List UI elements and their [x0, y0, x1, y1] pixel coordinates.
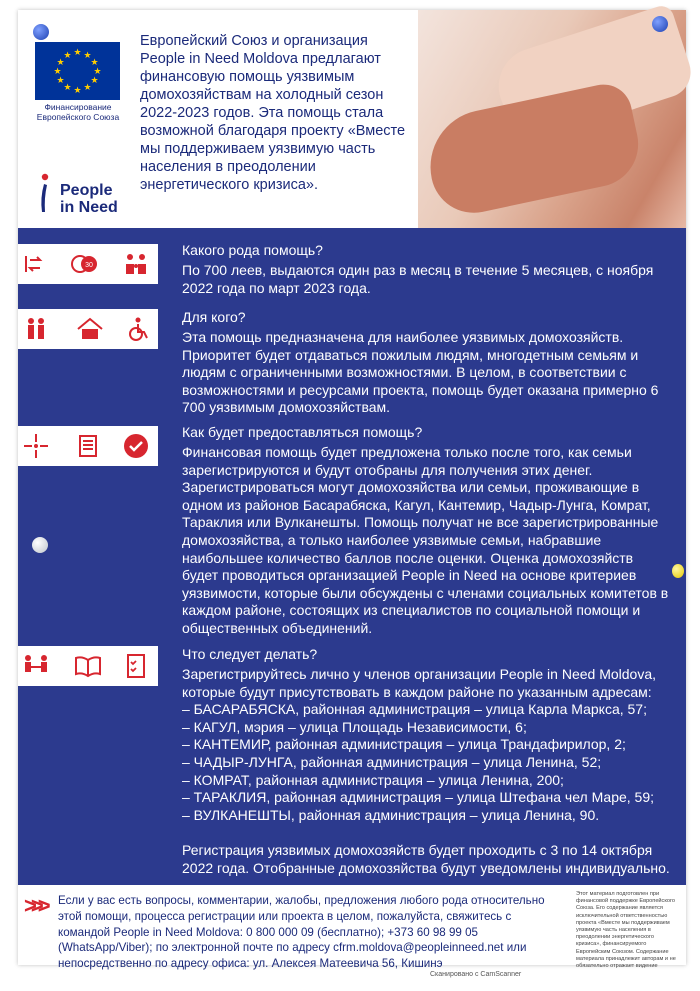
address-line: – КАНТЕМИР, районная администрация – улица Трандафирилор, 2;	[182, 736, 626, 753]
icon-strip	[18, 309, 158, 349]
eu-flag-icon: ★ ★ ★ ★ ★ ★ ★ ★ ★ ★ ★ ★	[35, 42, 120, 100]
section-body: Финансовая помощь будет предложена только после того, как семьи зарегистрируются и будут отобраны для получения этих денег. Зарегистрироваться могут домохозяйства или семьи, проживающие в одном из районов Басарабяска, Кагул, Кантемир, Чадыр-Лунга, Комрат, Тараклия или Вулканешты. Помощь получат не все зарегистрированные домохозяйства, а только наиболее уязвимые семьи, набравшие наибольшее количество баллов после оценки. Оценка домохозяйств будет проводиться организацией People in Need на основе критериев уязвимости, которые были обсуждены с членами социальных комитетов в каждом районе, состоящих из специалистов по социальной помощи и общественных объединений.	[182, 444, 669, 636]
registration-note: Регистрация уязвимых домохозяйств будет проходить с 3 по 14 октября 2022 года. Отобранные домохозяйства будут уведомлены индивидуально.	[182, 842, 670, 876]
open-book-icon	[74, 652, 102, 680]
svg-text:30: 30	[85, 262, 93, 269]
checklist-building-icon	[74, 432, 102, 460]
poster	[18, 10, 686, 971]
people-in-need-logo	[38, 170, 128, 220]
section-body: По 700 леев, выдаются один раз в месяц в течение 5 месяцев, с ноября 2022 года по март 2023 года.	[182, 262, 654, 296]
intro-text: Европейский Союз и организация People in Need Moldova предлагают финансовую помощь уязвимым домохозяйствам на холодный сезон 2022-2023 годов. Эта помощь стала возможной благодаря проекту «Вместе мы поддерживаем уязвимую часть населения в преодолении энергетического кризиса».	[140, 33, 406, 193]
icon-strip	[18, 646, 158, 686]
elderly-icon	[22, 315, 50, 343]
eu-caption: Финансирование Европейского Союза	[36, 102, 120, 122]
icon-strip	[18, 244, 158, 284]
section-title: Для кого?	[182, 309, 246, 325]
household-icon	[76, 315, 104, 343]
logo-line-2: in Need	[60, 199, 118, 216]
header	[18, 10, 686, 228]
section-body-intro: Зарегистрируйтесь лично у членов организации People in Need Moldova, которые будут присутствовать в каждом районе по указанным адресам:	[182, 666, 657, 700]
address-line: – КАГУЛ, мэрия – улица Площадь Независимости, 6;	[182, 718, 527, 735]
section-body	[182, 666, 672, 878]
footer-contact-text	[58, 893, 558, 972]
address-line: – ТАРАКЛИЯ, районная администрация – улица Штефана чел Маре, 59;	[182, 789, 655, 806]
section-title: Что следует делать?	[182, 646, 318, 662]
footer-text-c: или непосредственно по адресу офиса: ул. Алексея Матеевича 56, Кишинэ	[58, 941, 527, 971]
icon-strip	[18, 426, 158, 466]
address-line: – ЧАДЫР-ЛУНГА, районная администрация – улица Ленина, 52;	[182, 753, 602, 770]
address-line: – КОМРАТ, районная администрация – улица Ленина, 200;	[182, 771, 564, 788]
pin-logo-icon	[38, 172, 50, 214]
eu-disclaimer: Этот материал подготовлен при финансовой поддержке Европейского Союза. Его содержание является исключительной ответственностью проекта «Вместе мы поддерживаем уязвимую часть населения в преодолении энергетического кризиса», финансируемого Европейским Союзом. Содержание материала принадлежит авторам и не обязательно отражает видение	[576, 891, 676, 970]
email-link[interactable]: cfrm.moldova@peopleinneed.net	[333, 941, 504, 955]
thumbtack-icon	[672, 564, 684, 578]
form-checklist-icon	[122, 652, 150, 680]
section-body: Эта помощь предназначена для наиболее уязвимых домохозяйств. Приоритет будет отдаваться пожилым людям, многодетным семьям и людям с ограниченными возможностями. В целом, в соответствии с возможностями и ресурсами проекта, помощь будет оказана примерно 6 700 уязвимым домохозяйствам.	[182, 329, 659, 416]
hands-photo	[418, 10, 686, 228]
thumbtack-icon	[33, 24, 49, 40]
scanner-watermark: Сканировано с CamScanner	[430, 971, 522, 978]
phone-free[interactable]: 0 800 000 09 (бесплатно)	[246, 925, 381, 939]
section-title: Как будет предоставляться помощь?	[182, 424, 423, 440]
chevrons-icon: >>>	[24, 893, 45, 918]
thumbtack-icon	[32, 537, 48, 553]
logo-line-1: People	[60, 182, 113, 199]
money-transfer-icon	[22, 250, 50, 278]
wheelchair-icon	[124, 315, 152, 343]
section-title: Какого рода помощь?	[182, 242, 323, 258]
thumbtack-icon	[652, 16, 668, 32]
address-line: – ВУЛКАНЕШТЫ, районная администрация – улица Ленина, 90.	[182, 806, 600, 823]
family-icon	[122, 250, 150, 278]
coins-icon	[70, 250, 98, 278]
footer	[18, 885, 686, 971]
meeting-icon	[22, 652, 50, 680]
phone-mobile[interactable]: +373 60 98 99 05 (WhatsApp/Viber)	[58, 925, 478, 955]
target-icon	[22, 432, 50, 460]
footer-text-a: Если у вас есть вопросы, комментарии, жалобы, предложения любого рода относительно этой помощи, процесса регистрации или проекта в целом, пожалуйста, свяжитесь с командой People in Need Moldova:	[58, 894, 545, 939]
check-circle-icon	[122, 432, 150, 460]
footer-separator: ;	[380, 925, 388, 939]
footer-text-b: ; по электронной почте по адресу	[149, 941, 334, 955]
address-line: – БАСАРАБЯСКА, районная администрация – улица Карла Маркса, 57;	[182, 701, 647, 718]
